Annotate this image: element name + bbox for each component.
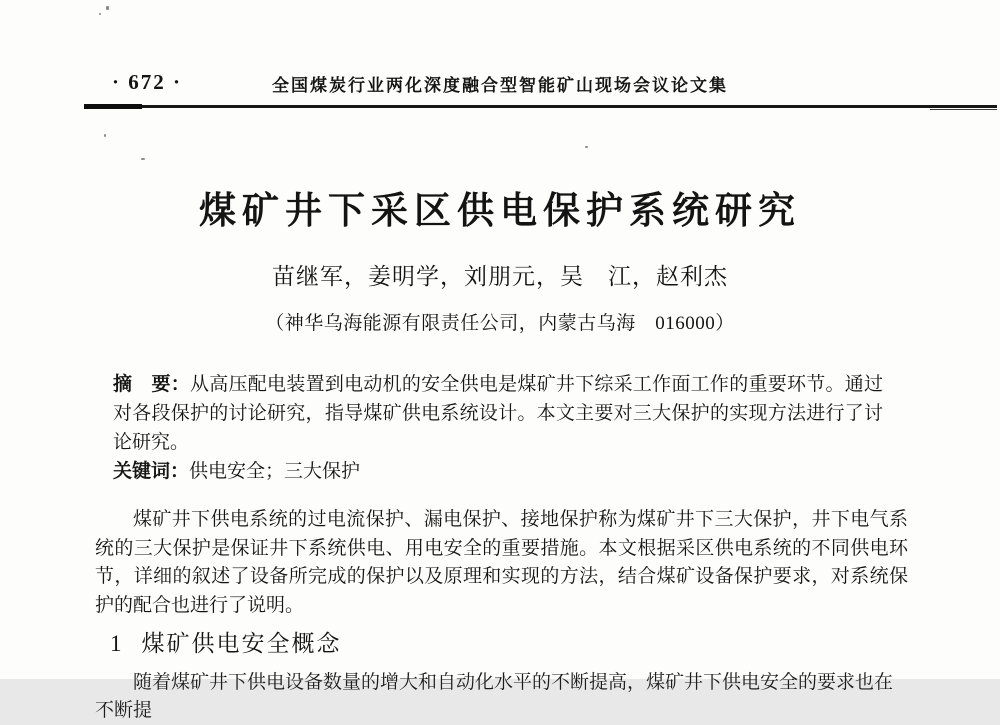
authors-line: 苗继军，姜明学，刘朋元，吴 江，赵利杰 [272,264,728,289]
section-1-title: 煤矿供电安全概念 [141,631,342,656]
paper-title: 煤矿井下采区供电保护系统研究 [199,191,801,232]
abstract-text: 从高压配电装置到电动机的安全供电是煤矿井下综采工作面工作的重要环节。通过对各段保护的讨论研究，指导煤矿供电系统设计。本文主要对三大保护的实现方法进行了讨论研究。 [113,374,883,453]
running-title: 全国煤炭行业两化深度融合型智能矿山现场会议论文集 [272,76,728,95]
scan-speck [585,146,588,148]
section-1-heading [110,625,342,658]
keywords-text: 供电安全；三大保护 [189,461,361,482]
header-rule [84,105,997,108]
keywords-paragraph [113,457,883,486]
clipped-bottom-line: 随着煤矿井下供电设备数量的增大和自动化水平的不断提高，煤矿井下供电安全的要求也在不断提 [95,672,894,721]
intro-paragraph: 煤矿井下供电系统的过电流保护、漏电保护、接地保护称为煤矿井下三大保护，井下电气系统的三大保护是保证井下系统供电、用电安全的重要措施。本文根据采区供电系统的不同供电环节，详细的叙述了设备所完成的保护以及原理和实现的方法，结合煤矿设备保护要求，对系统保护的配合也进行了说明。 [95,509,908,616]
keywords-label: 关键词： [113,461,190,482]
abstract-block [113,370,883,486]
scan-speck [99,13,101,15]
abstract-paragraph [113,370,883,457]
page-number: · 672 · [112,70,183,94]
scan-speck [104,134,106,137]
abstract-label: 摘 要： [113,374,191,395]
header-rule-right-segment [930,109,997,110]
section-1-number: 1 [110,631,122,656]
scan-speck [141,158,145,160]
scan-speck [106,6,109,10]
affiliation-line: （神华乌海能源有限责任公司，内蒙古乌海 016000） [265,313,735,334]
header-rule-left-cap [84,104,142,109]
